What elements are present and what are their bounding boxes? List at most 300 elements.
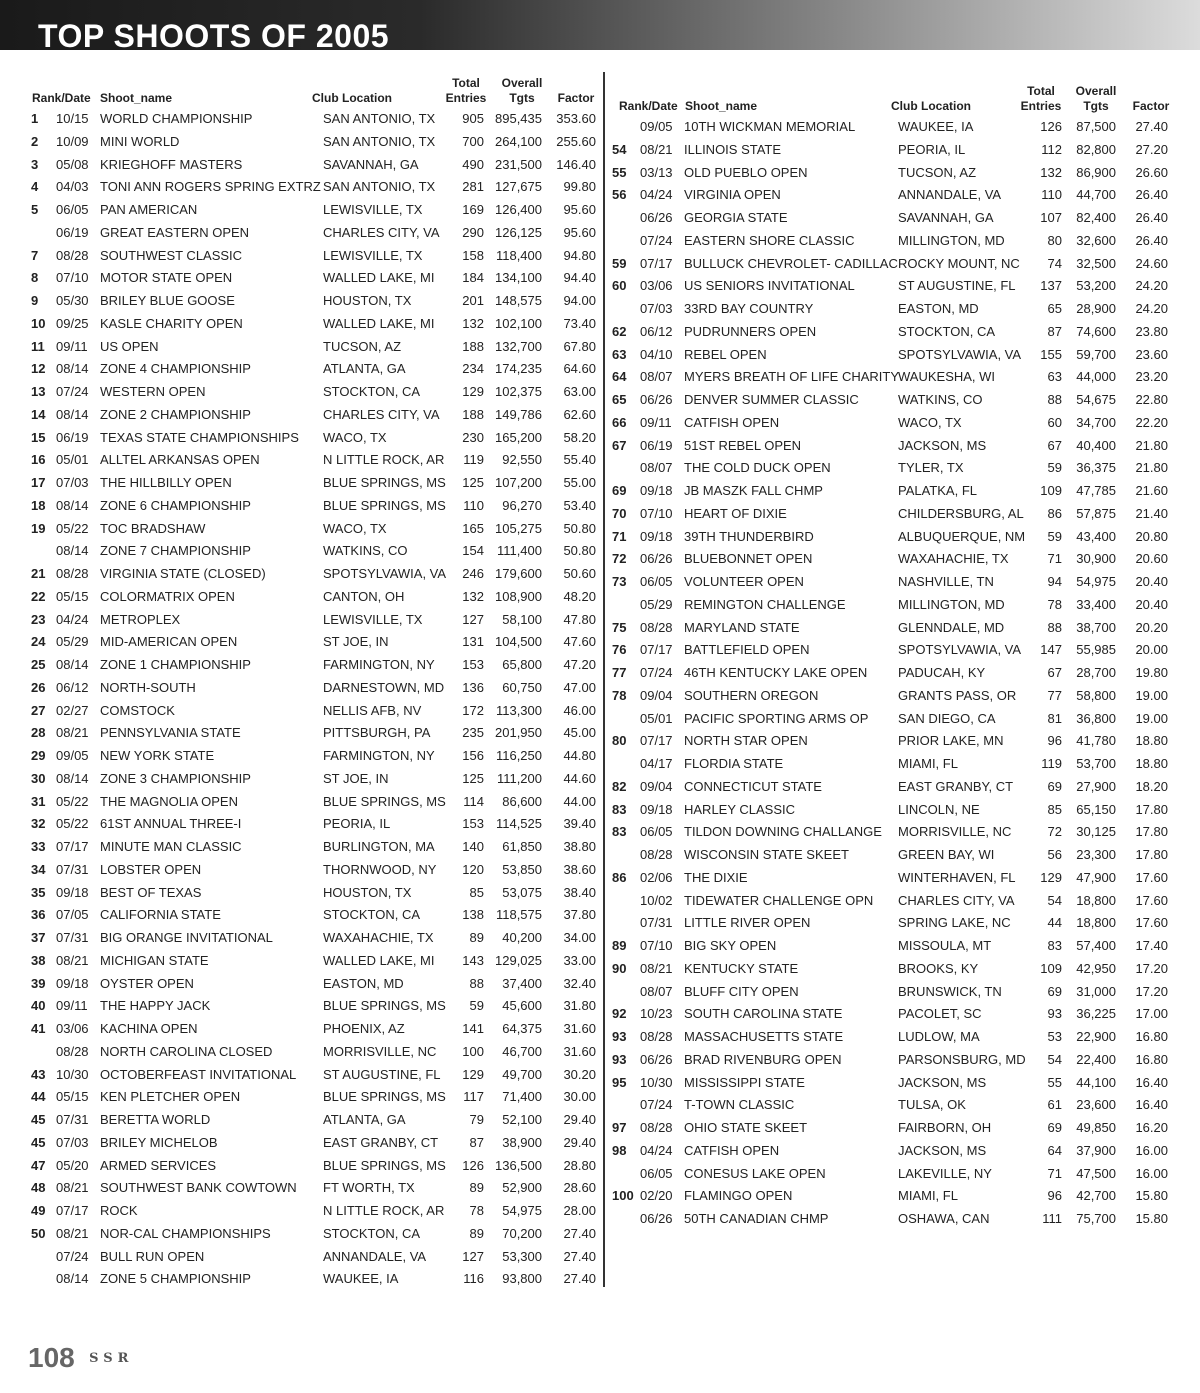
- row-rank: 71: [612, 528, 627, 544]
- row-factor: 47.80: [563, 611, 596, 627]
- table-row: [28, 927, 600, 950]
- table-row: [612, 571, 1172, 594]
- row-club-location: JACKSON, MS: [898, 1074, 987, 1090]
- row-date: 08/28: [640, 1120, 673, 1135]
- table-row: [28, 222, 600, 245]
- row-shoot-name: CATFISH OPEN: [684, 1142, 780, 1158]
- row-rank: 98: [612, 1142, 627, 1158]
- row-total-entries: 117: [463, 1089, 484, 1105]
- row-date: 08/14: [56, 497, 89, 513]
- row-date: 08/28: [640, 847, 673, 862]
- row-overall-tgts: 53,700: [1076, 756, 1116, 771]
- row-date: 07/24: [640, 1097, 673, 1113]
- row-overall-tgts: 34,700: [1076, 414, 1116, 430]
- row-factor: 28.60: [563, 1180, 596, 1196]
- table-row: [28, 1155, 600, 1178]
- row-date: 07/10: [640, 938, 673, 953]
- row-club-location: JACKSON, MS: [898, 1142, 987, 1158]
- row-date: 07/17: [56, 1203, 89, 1218]
- row-rank: 95: [612, 1074, 627, 1090]
- row-rank: 33: [31, 839, 46, 854]
- row-total-entries: 63: [1047, 369, 1062, 385]
- row-rank: 43: [31, 1066, 46, 1082]
- row-club-location: NASHVILLE, TN: [898, 574, 994, 589]
- header-rank-date: Rank/Date: [619, 99, 678, 113]
- row-club-location: BROOKS, KY: [898, 960, 979, 976]
- row-factor: 47.20: [563, 657, 596, 672]
- table-row: [612, 1163, 1172, 1186]
- row-date: 04/10: [640, 346, 673, 362]
- row-total-entries: 169: [462, 202, 484, 217]
- row-total-entries: 59: [1047, 460, 1062, 476]
- row-rank: 22: [31, 588, 46, 604]
- row-total-entries: 55: [1047, 1074, 1062, 1090]
- row-club-location: SAVANNAH, GA: [323, 156, 419, 172]
- row-rank: 69: [612, 483, 627, 498]
- row-date: 05/30: [56, 293, 89, 308]
- row-total-entries: 136: [462, 679, 484, 695]
- row-club-location: LUDLOW, MA: [898, 1029, 980, 1044]
- table-row: [28, 1246, 600, 1269]
- row-club-location: BLUE SPRINGS, MS: [323, 1157, 446, 1173]
- row-shoot-name: OCTOBERFEAST INVITATIONAL: [100, 1066, 297, 1082]
- row-club-location: PHOENIX, AZ: [323, 1021, 405, 1036]
- row-factor: 17.60: [1135, 915, 1168, 931]
- row-overall-tgts: 65,800: [502, 657, 542, 672]
- row-shoot-name: PACIFIC SPORTING ARMS OP: [684, 710, 869, 726]
- row-factor: 20.20: [1135, 619, 1168, 635]
- row-rank: 35: [31, 884, 46, 900]
- row-rank: 27: [31, 702, 46, 718]
- row-date: 10/02: [640, 892, 673, 908]
- row-club-location: FAIRBORN, OH: [898, 1120, 992, 1135]
- row-overall-tgts: 118,400: [495, 247, 542, 263]
- row-shoot-name: SOUTHWEST CLASSIC: [100, 247, 243, 263]
- row-date: 07/31: [640, 915, 673, 931]
- row-total-entries: 67: [1047, 437, 1062, 453]
- row-rank: 8: [31, 270, 39, 286]
- row-factor: 55.40: [563, 452, 596, 468]
- row-club-location: SPOTSYLVAWIA, VA: [898, 642, 1022, 658]
- row-total-entries: 116: [463, 1271, 484, 1287]
- row-total-entries: 126: [1040, 119, 1062, 134]
- row-shoot-name: 39TH THUNDERBIRD: [684, 528, 814, 544]
- row-date: 09/04: [640, 687, 673, 703]
- row-shoot-name: NEW YORK STATE: [100, 748, 215, 763]
- table-row: [28, 1109, 600, 1132]
- table-row: [28, 745, 600, 768]
- row-total-entries: 154: [462, 543, 484, 559]
- row-factor: 53.40: [563, 497, 596, 513]
- row-shoot-name: COMSTOCK: [100, 702, 175, 718]
- row-factor: 19.80: [1135, 665, 1168, 680]
- row-total-entries: 137: [1040, 278, 1062, 294]
- row-club-location: SPRING LAKE, NC: [898, 915, 1011, 931]
- row-rank: 80: [612, 733, 627, 749]
- row-rank: 21: [31, 566, 46, 581]
- row-club-location: WACO, TX: [323, 429, 387, 445]
- row-factor: 20.80: [1135, 528, 1168, 544]
- right-table-header: [612, 80, 1172, 116]
- row-overall-tgts: 47,500: [1076, 1165, 1116, 1181]
- row-date: 05/22: [56, 816, 89, 832]
- table-row: [612, 275, 1172, 298]
- row-club-location: MIAMI, FL: [898, 756, 958, 771]
- row-factor: 21.60: [1135, 483, 1168, 498]
- row-shoot-name: BRAD RIVENBURG OPEN: [684, 1051, 842, 1067]
- row-factor: 15.80: [1135, 1188, 1168, 1204]
- row-shoot-name: REMINGTON CHALLENGE: [684, 596, 846, 612]
- row-shoot-name: ZONE 4 CHAMPIONSHIP: [100, 361, 251, 377]
- row-shoot-name: SOUTH CAROLINA STATE: [684, 1006, 843, 1022]
- table-row: [612, 366, 1172, 389]
- row-factor: 95.60: [563, 224, 596, 240]
- row-total-entries: 80: [1047, 232, 1062, 248]
- row-shoot-name: WESTERN OPEN: [100, 384, 206, 399]
- row-shoot-name: KACHINA OPEN: [100, 1021, 198, 1036]
- row-club-location: JACKSON, MS: [898, 437, 987, 453]
- row-total-entries: 153: [462, 816, 484, 832]
- table-row: [612, 548, 1172, 571]
- row-club-location: BLUE SPRINGS, MS: [323, 497, 446, 513]
- row-total-entries: 89: [469, 1225, 484, 1241]
- row-overall-tgts: 126,400: [495, 202, 542, 217]
- table-row: [612, 480, 1172, 503]
- row-overall-tgts: 42,950: [1076, 960, 1116, 976]
- row-club-location: GRANTS PASS, OR: [898, 687, 1017, 703]
- row-rank: 4: [31, 179, 39, 195]
- table-row: [28, 859, 600, 882]
- row-date: 09/18: [56, 975, 89, 991]
- row-factor: 18.80: [1135, 733, 1168, 749]
- row-club-location: WACO, TX: [323, 520, 387, 536]
- table-row: [28, 586, 600, 609]
- row-overall-tgts: 54,975: [502, 1203, 542, 1218]
- row-factor: 47.00: [563, 679, 596, 695]
- row-overall-tgts: 23,300: [1076, 847, 1116, 862]
- row-total-entries: 79: [469, 1112, 484, 1127]
- row-shoot-name: MOTOR STATE OPEN: [100, 270, 233, 286]
- row-rank: 2: [31, 133, 39, 149]
- row-overall-tgts: 53,300: [502, 1248, 542, 1264]
- row-club-location: NELLIS AFB, NV: [323, 702, 422, 718]
- table-row: [28, 381, 600, 404]
- row-club-location: SAVANNAH, GA: [898, 210, 994, 225]
- row-date: 08/14: [56, 770, 89, 786]
- row-shoot-name: GREAT EASTERN OPEN: [100, 224, 250, 240]
- row-total-entries: 60: [1047, 414, 1062, 430]
- row-shoot-name: JB MASZK FALL CHMP: [684, 483, 823, 498]
- row-rank: 7: [31, 247, 39, 263]
- right-table: [612, 80, 1172, 1231]
- row-date: 06/05: [56, 202, 89, 217]
- table-row: [612, 1117, 1172, 1140]
- row-shoot-name: BLUFF CITY OPEN: [684, 983, 799, 999]
- row-total-entries: 107: [1040, 210, 1062, 225]
- title-banner: [0, 0, 1200, 50]
- row-rank: 12: [31, 361, 46, 377]
- row-total-entries: 69: [1047, 778, 1062, 794]
- row-rank: 59: [612, 255, 627, 271]
- row-factor: 27.20: [1135, 141, 1168, 157]
- row-shoot-name: BEST OF TEXAS: [100, 884, 202, 900]
- row-total-entries: 281: [462, 179, 484, 195]
- row-date: 03/06: [640, 278, 673, 294]
- row-shoot-name: MID-AMERICAN OPEN: [100, 634, 238, 650]
- row-overall-tgts: 41,780: [1076, 733, 1116, 749]
- table-row: [28, 677, 600, 700]
- row-overall-tgts: 127,675: [495, 179, 542, 195]
- row-total-entries: 235: [462, 725, 484, 741]
- table-row: [28, 654, 600, 677]
- row-club-location: DARNESTOWN, MD: [323, 679, 445, 695]
- table-row: [28, 950, 600, 973]
- row-total-entries: 88: [1047, 392, 1062, 407]
- row-total-entries: 129: [462, 384, 484, 399]
- row-date: 09/05: [56, 748, 89, 763]
- row-overall-tgts: 33,400: [1076, 596, 1116, 612]
- row-club-location: HOUSTON, TX: [323, 884, 412, 900]
- row-rank: 83: [612, 801, 627, 817]
- row-rank: 3: [31, 156, 39, 172]
- row-club-location: TUCSON, AZ: [323, 338, 402, 354]
- row-date: 05/15: [56, 1089, 89, 1105]
- table-row: [612, 321, 1172, 344]
- row-date: 04/24: [56, 611, 89, 627]
- row-shoot-name: FLAMINGO OPEN: [684, 1188, 793, 1204]
- row-shoot-name: NORTH-SOUTH: [100, 679, 196, 695]
- row-rank: 92: [612, 1006, 627, 1022]
- row-total-entries: 83: [1047, 938, 1062, 953]
- table-row: [612, 594, 1172, 617]
- row-club-location: EAST GRANBY, CT: [323, 1134, 439, 1150]
- table-row: [28, 995, 600, 1018]
- row-date: 09/25: [56, 315, 89, 331]
- row-factor: 48.20: [563, 588, 596, 604]
- row-date: 06/19: [56, 429, 89, 445]
- table-row: [612, 1003, 1172, 1026]
- row-rank: 19: [31, 520, 46, 536]
- row-rank: 37: [31, 930, 46, 945]
- row-overall-tgts: 38,900: [502, 1134, 542, 1150]
- row-total-entries: 131: [462, 634, 484, 650]
- row-factor: 26.60: [1135, 164, 1168, 180]
- row-rank: 39: [31, 975, 46, 991]
- table-row: [612, 503, 1172, 526]
- row-club-location: EASTON, MD: [898, 301, 979, 316]
- table-row: [28, 313, 600, 336]
- row-total-entries: 61: [1047, 1097, 1062, 1113]
- row-total-entries: 81: [1047, 710, 1062, 726]
- row-rank: 41: [31, 1021, 46, 1036]
- row-date: 07/31: [56, 930, 89, 945]
- row-overall-tgts: 71,400: [502, 1089, 542, 1105]
- row-shoot-name: VOLUNTEER OPEN: [684, 574, 804, 589]
- row-overall-tgts: 32,600: [1076, 232, 1116, 248]
- row-club-location: STOCKTON, CA: [323, 907, 421, 923]
- row-club-location: LINCOLN, NE: [898, 801, 980, 817]
- row-shoot-name: TOC BRADSHAW: [100, 520, 206, 536]
- table-row: [612, 139, 1172, 162]
- row-club-location: MILLINGTON, MD: [898, 596, 1005, 612]
- row-factor: 353.60: [556, 111, 596, 126]
- row-rank: 48: [31, 1180, 46, 1196]
- row-overall-tgts: 148,575: [495, 293, 542, 308]
- row-total-entries: 125: [462, 770, 484, 786]
- row-rank: 93: [612, 1029, 627, 1044]
- row-total-entries: 100: [462, 1043, 484, 1059]
- row-total-entries: 111: [1042, 1211, 1062, 1226]
- row-shoot-name: MISSISSIPPI STATE: [684, 1074, 805, 1090]
- row-factor: 16.20: [1135, 1120, 1168, 1135]
- row-rank: 31: [31, 793, 46, 809]
- row-club-location: TYLER, TX: [898, 460, 964, 476]
- row-date: 06/05: [640, 1165, 673, 1181]
- row-overall-tgts: 75,700: [1076, 1211, 1116, 1226]
- row-shoot-name: OHIO STATE SKEET: [684, 1120, 808, 1135]
- row-shoot-name: BIG SKY OPEN: [684, 938, 777, 953]
- table-row: [612, 389, 1172, 412]
- row-overall-tgts: 61,850: [502, 839, 542, 854]
- row-total-entries: 71: [1047, 551, 1062, 567]
- table-row: [612, 116, 1172, 139]
- row-overall-tgts: 54,675: [1076, 392, 1116, 407]
- row-date: 10/30: [640, 1074, 673, 1090]
- row-rank: 30: [31, 770, 46, 786]
- row-overall-tgts: 32,500: [1076, 255, 1116, 271]
- row-factor: 58.20: [563, 429, 596, 445]
- table-row: [28, 290, 600, 313]
- row-shoot-name: DENVER SUMMER CLASSIC: [684, 392, 859, 407]
- row-overall-tgts: 53,075: [502, 884, 542, 900]
- row-overall-tgts: 44,000: [1076, 369, 1116, 385]
- row-rank: 40: [31, 998, 46, 1014]
- row-shoot-name: ZONE 5 CHAMPIONSHIP: [100, 1271, 251, 1287]
- row-club-location: ANNANDALE, VA: [323, 1248, 427, 1264]
- row-factor: 67.80: [563, 338, 596, 354]
- row-overall-tgts: 70,200: [502, 1225, 542, 1241]
- publication-name: SSR: [89, 1350, 134, 1366]
- row-total-entries: 78: [469, 1203, 484, 1218]
- row-date: 08/21: [56, 1225, 89, 1241]
- row-club-location: WACO, TX: [898, 414, 962, 430]
- row-shoot-name: 10TH WICKMAN MEMORIAL: [684, 119, 856, 134]
- row-overall-tgts: 118,575: [495, 907, 542, 923]
- row-rank: 13: [31, 384, 46, 399]
- row-club-location: STOCKTON, CA: [323, 384, 421, 399]
- row-club-location: STOCKTON, CA: [898, 323, 996, 339]
- row-overall-tgts: 102,100: [495, 315, 542, 331]
- row-factor: 20.60: [1135, 551, 1168, 567]
- row-overall-tgts: 28,700: [1076, 665, 1116, 680]
- table-row: [612, 753, 1172, 776]
- row-total-entries: 126: [462, 1157, 484, 1173]
- row-factor: 20.40: [1135, 574, 1168, 589]
- row-date: 06/26: [640, 210, 673, 225]
- row-total-entries: 155: [1040, 346, 1062, 362]
- row-factor: 32.40: [563, 975, 596, 991]
- row-shoot-name: BRILEY BLUE GOOSE: [100, 293, 235, 308]
- row-rank: 36: [31, 907, 46, 923]
- row-club-location: WINTERHAVEN, FL: [898, 869, 1016, 885]
- page-footer: [28, 1342, 133, 1374]
- row-date: 05/01: [640, 710, 673, 726]
- row-club-location: FT WORTH, TX: [323, 1180, 415, 1196]
- row-total-entries: 184: [462, 270, 484, 286]
- row-total-entries: 54: [1047, 1051, 1062, 1067]
- row-date: 07/10: [640, 505, 673, 521]
- row-date: 09/18: [640, 528, 673, 544]
- row-rank: 44: [31, 1089, 46, 1105]
- row-overall-tgts: 49,850: [1076, 1120, 1116, 1135]
- table-row: [28, 973, 600, 996]
- row-club-location: BLUE SPRINGS, MS: [323, 998, 446, 1014]
- row-rank: 34: [31, 861, 46, 877]
- row-factor: 55.00: [563, 475, 596, 490]
- row-club-location: CHARLES CITY, VA: [323, 224, 440, 240]
- row-club-location: ST JOE, IN: [323, 634, 389, 650]
- row-overall-tgts: 126,125: [495, 224, 542, 240]
- row-total-entries: 85: [469, 884, 484, 900]
- row-date: 02/06: [640, 869, 673, 885]
- row-club-location: SPOTSYLVAWIA, VA: [323, 566, 447, 581]
- row-rank: 64: [612, 369, 627, 385]
- row-shoot-name: THE MAGNOLIA OPEN: [100, 793, 238, 809]
- row-shoot-name: BLUEBONNET OPEN: [684, 551, 813, 567]
- row-rank: 78: [612, 687, 627, 703]
- row-shoot-name: CONESUS LAKE OPEN: [684, 1165, 826, 1181]
- row-date: 07/17: [640, 255, 673, 271]
- row-factor: 47.60: [563, 634, 596, 650]
- row-factor: 38.60: [563, 861, 596, 877]
- row-overall-tgts: 36,225: [1076, 1006, 1116, 1022]
- row-factor: 73.40: [563, 315, 596, 331]
- table-row: [28, 1132, 600, 1155]
- row-factor: 29.40: [563, 1112, 596, 1127]
- row-shoot-name: NOR-CAL CHAMPIONSHIPS: [100, 1225, 271, 1241]
- row-date: 06/26: [640, 551, 673, 567]
- row-overall-tgts: 895,435: [495, 111, 542, 126]
- row-shoot-name: BRILEY MICHELOB: [100, 1134, 218, 1150]
- row-factor: 16.80: [1135, 1051, 1168, 1067]
- row-club-location: WAUKEE, IA: [898, 119, 974, 134]
- table-row: [612, 958, 1172, 981]
- row-total-entries: 65: [1047, 301, 1062, 316]
- row-shoot-name: 50TH CANADIAN CHMP: [684, 1211, 829, 1226]
- row-date: 06/26: [640, 392, 673, 407]
- table-row: [612, 981, 1172, 1004]
- row-overall-tgts: 37,900: [1076, 1142, 1116, 1158]
- row-club-location: HOUSTON, TX: [323, 293, 412, 308]
- row-shoot-name: PAN AMERICAN: [100, 202, 198, 217]
- row-club-location: N LITTLE ROCK, AR: [323, 1203, 445, 1218]
- row-factor: 94.40: [563, 270, 596, 286]
- row-factor: 31.60: [563, 1021, 596, 1036]
- row-club-location: SAN ANTONIO, TX: [323, 179, 436, 195]
- row-overall-tgts: 114,525: [495, 816, 542, 832]
- row-total-entries: 132: [462, 588, 484, 604]
- row-club-location: SPOTSYLVAWIA, VA: [898, 346, 1022, 362]
- row-factor: 17.80: [1135, 824, 1168, 840]
- row-club-location: CANTON, OH: [323, 588, 405, 604]
- row-date: 02/20: [640, 1188, 673, 1204]
- row-date: 05/22: [56, 520, 89, 536]
- row-overall-tgts: 52,900: [502, 1180, 542, 1196]
- table-row: [612, 230, 1172, 253]
- row-factor: 17.40: [1135, 938, 1168, 953]
- row-rank: 70: [612, 505, 627, 521]
- row-factor: 99.80: [563, 179, 596, 195]
